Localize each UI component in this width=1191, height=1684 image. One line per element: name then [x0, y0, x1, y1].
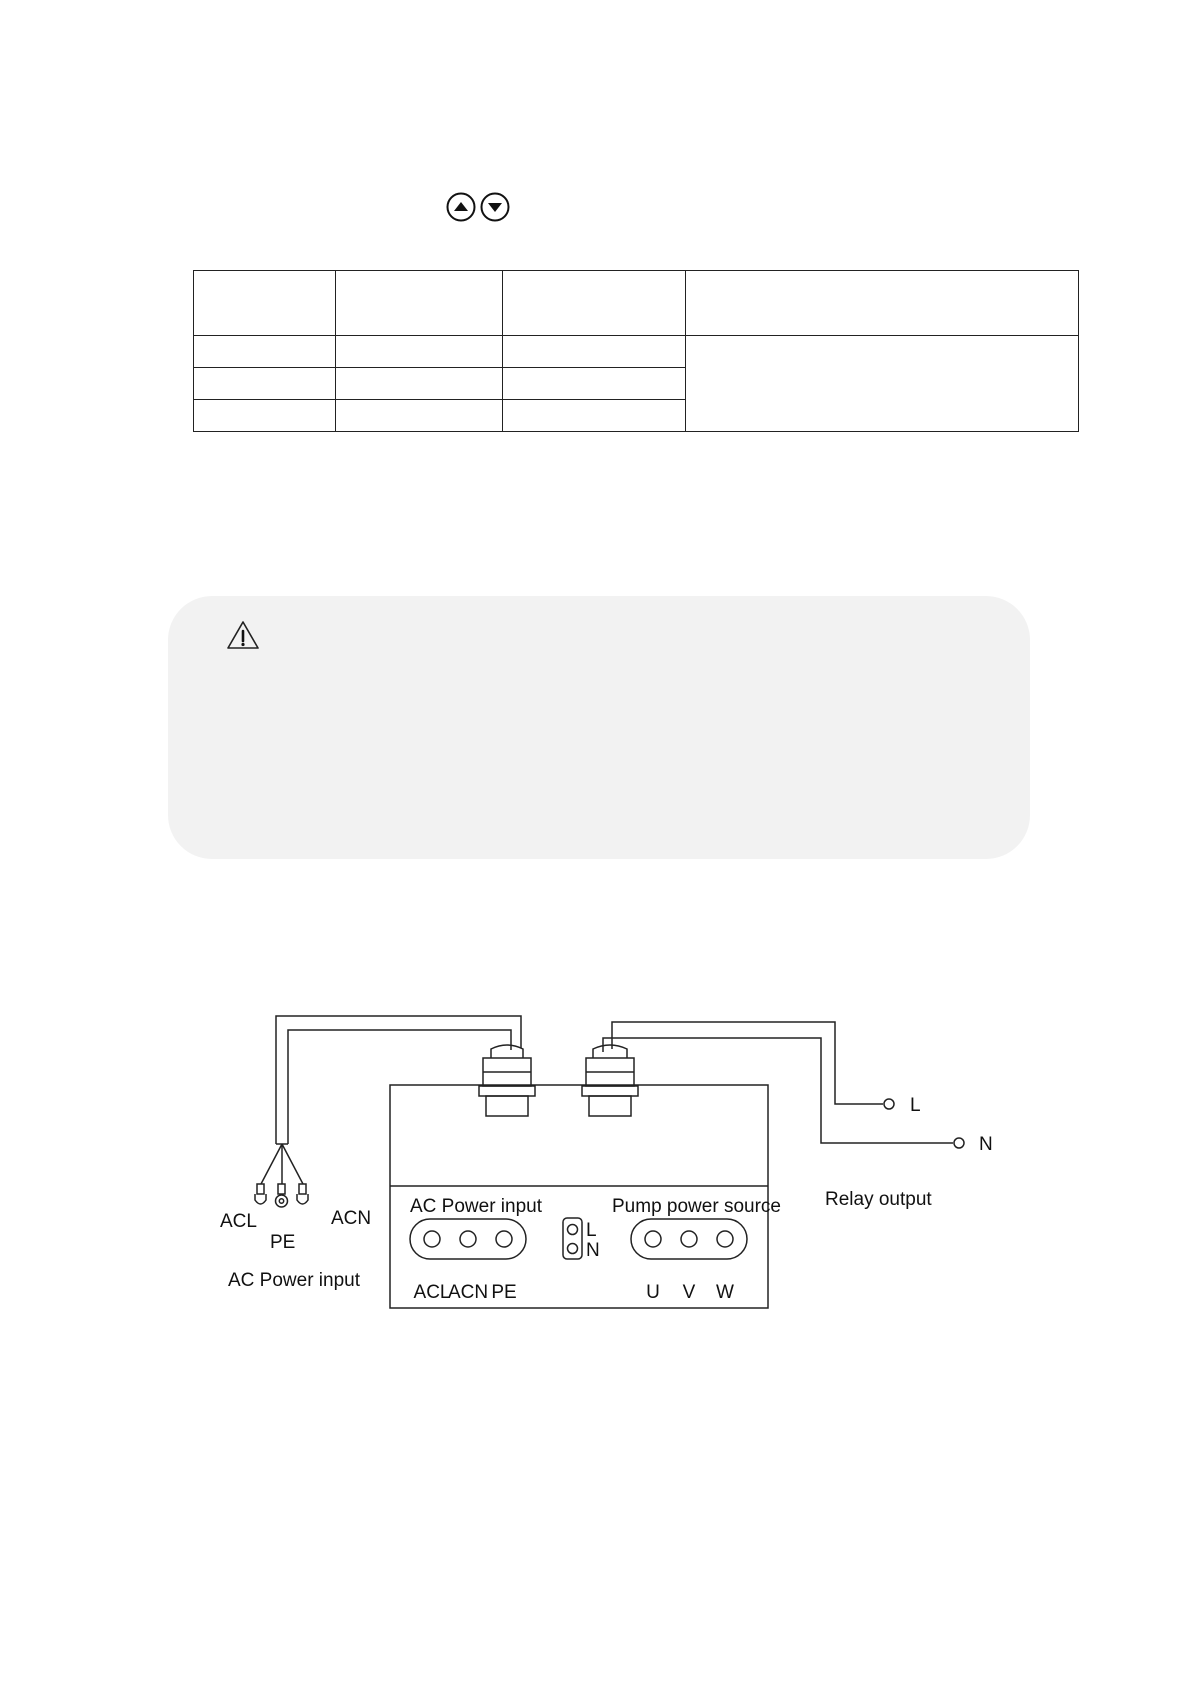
- left-cable-gland: [479, 1045, 535, 1116]
- left-cable-caption: AC Power input: [228, 1270, 361, 1291]
- relay-l-label: L: [910, 1095, 921, 1116]
- wiring-diagram: [200, 1000, 1000, 1330]
- acl-fork-terminal: [255, 1184, 266, 1204]
- relay-n-label: N: [979, 1134, 993, 1155]
- pe-ring-terminal: [276, 1184, 288, 1207]
- arrow-buttons: [446, 192, 512, 222]
- pump-terminal-block: [631, 1219, 747, 1259]
- table-header-cell: [686, 271, 1079, 336]
- acl-wire-label: ACL: [220, 1211, 257, 1232]
- panel-ac-label: ACN: [447, 1282, 489, 1303]
- warning-box: [168, 596, 1030, 859]
- ac-terminal-block: [410, 1219, 526, 1259]
- table-cell: [194, 368, 336, 400]
- right-cable-gland: [582, 1045, 638, 1116]
- relay-n-terminal: [954, 1138, 964, 1148]
- panel-l-label: L: [586, 1220, 597, 1241]
- table-header-cell: [503, 271, 686, 336]
- panel-ac-label: ACL: [413, 1282, 451, 1303]
- up-arrow-icon: [448, 194, 475, 221]
- panel-pump-label: W: [716, 1282, 734, 1303]
- table-cell: [194, 400, 336, 432]
- table-row: [194, 336, 1079, 368]
- relay-l-terminal: [884, 1099, 894, 1109]
- table-cell: [503, 400, 686, 432]
- table-cell: [336, 368, 503, 400]
- panel-pump-label: V: [682, 1282, 696, 1303]
- table-header-cell: [194, 271, 336, 336]
- panel-pump-title: Pump power source: [612, 1196, 781, 1217]
- panel-pump-label: U: [646, 1282, 660, 1303]
- table-cell: [336, 336, 503, 368]
- relay-caption: Relay output: [825, 1189, 932, 1210]
- table-merged-cell: [686, 336, 1079, 432]
- table-cell: [503, 336, 686, 368]
- acn-wire-label: ACN: [331, 1208, 372, 1229]
- table-cell: [194, 336, 336, 368]
- ln-connector: [563, 1218, 582, 1259]
- pe-wire-label: PE: [270, 1232, 296, 1253]
- panel-ac-label: PE: [491, 1282, 517, 1303]
- ac-input-cable: [261, 1016, 521, 1184]
- down-arrow-icon: [482, 194, 509, 221]
- table-header-cell: [336, 271, 503, 336]
- table-header-row: [194, 271, 1079, 336]
- table-cell: [336, 400, 503, 432]
- parameter-table: [193, 270, 1079, 432]
- panel-ac-title: AC Power input: [410, 1196, 543, 1217]
- table-cell: [503, 368, 686, 400]
- panel-n-label: N: [586, 1240, 600, 1261]
- warning-triangle-icon: [226, 620, 260, 650]
- acn-fork-terminal: [297, 1184, 308, 1204]
